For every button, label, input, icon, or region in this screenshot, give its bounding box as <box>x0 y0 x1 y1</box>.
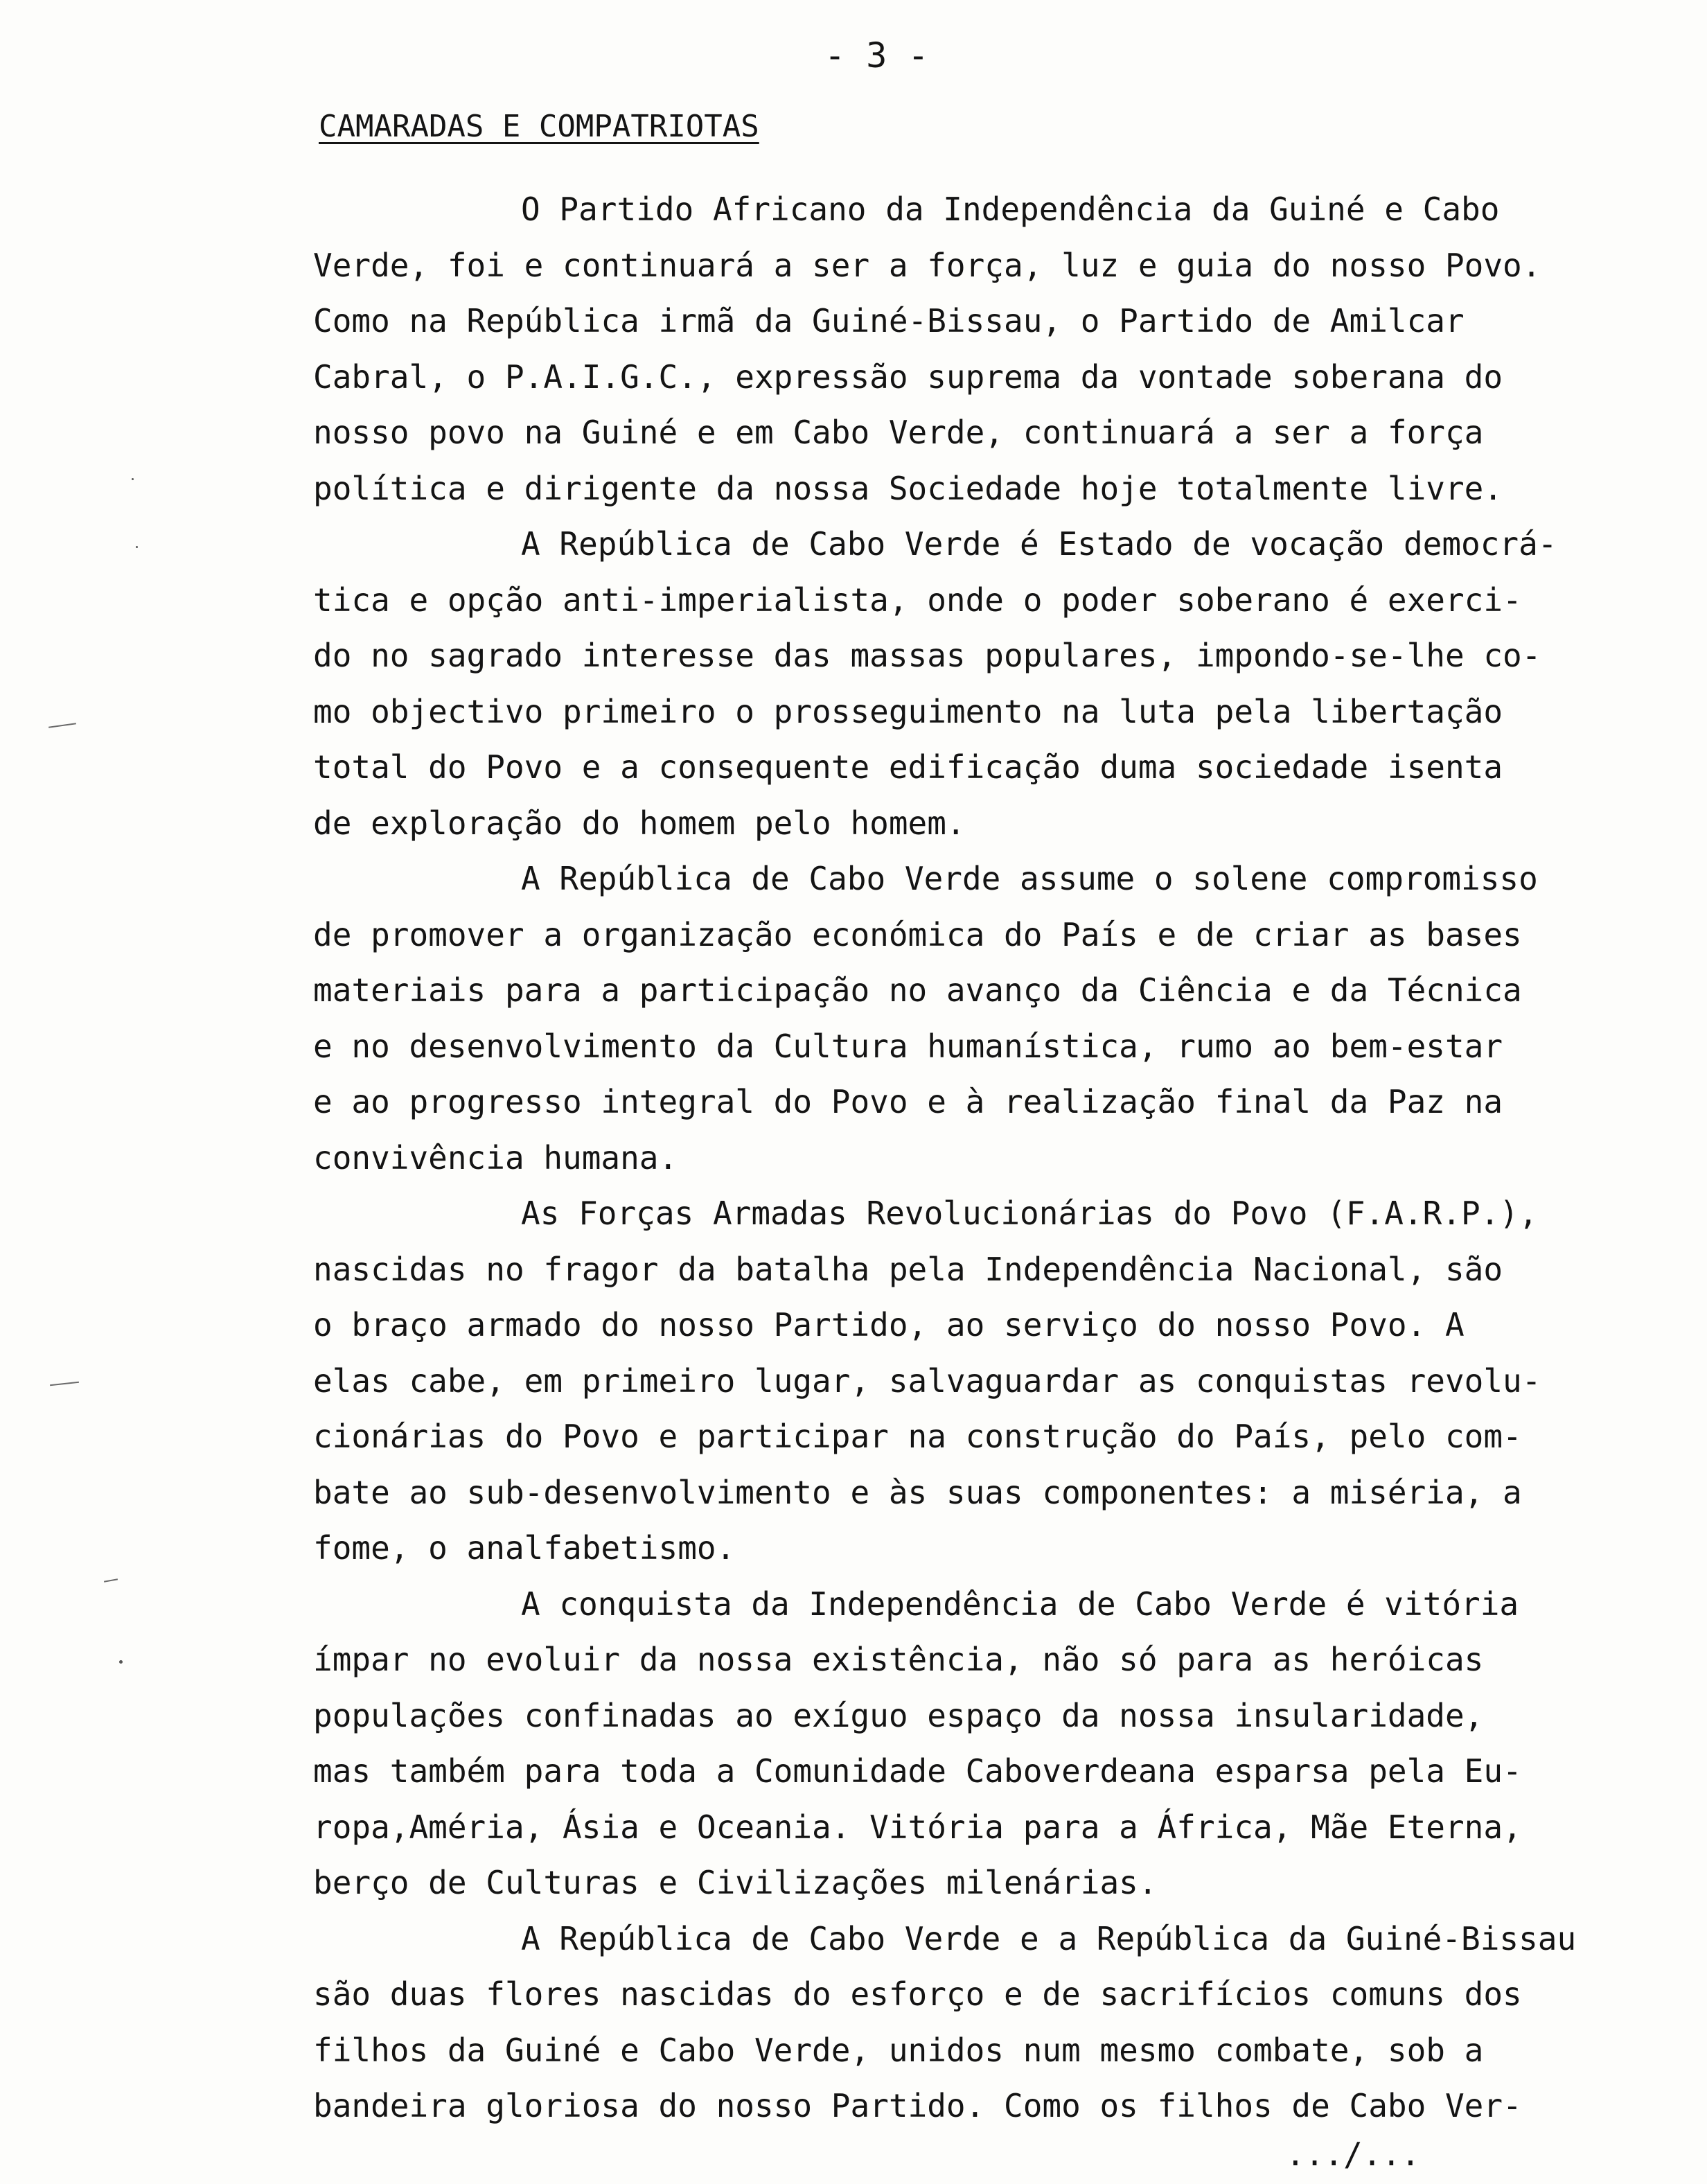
text-line: nascidas no fragor da batalha pela Independência Nacional, são <box>313 1250 1503 1288</box>
text-line: bate ao sub-desenvolvimento e às suas componentes: a miséria, a <box>313 1473 1522 1511</box>
text-line: materiais para a participação no avanço da Ciência e da Técnica <box>313 971 1522 1009</box>
text-line: berço de Culturas e Civilizações milenárias. <box>313 1864 1158 1901</box>
text-line: de promover a organização económica do País e de criar as bases <box>313 915 1522 953</box>
body-text <box>313 182 1636 2134</box>
text-line: A República de Cabo Verde e a República da Guiné-Bissau <box>521 1919 1577 1957</box>
margin-dot <box>119 1660 123 1664</box>
text-line: do no sagrado interesse das massas populares, impondo-se-lhe co- <box>313 637 1541 674</box>
text-line: mo objectivo primeiro o prosseguimento na luta pela libertação <box>313 692 1503 730</box>
text-line: filhos da Guiné e Cabo Verde, unidos num mesmo combate, sob a <box>313 2031 1484 2069</box>
text-line: ímpar no evoluir da nossa existência, não só para as heróicas <box>313 1641 1484 1678</box>
text-line: cionárias do Povo e participar na construção do País, pelo com- <box>313 1418 1522 1455</box>
margin-dot <box>136 546 138 548</box>
text-line: total do Povo e a consequente edificação duma sociedade isenta <box>313 748 1503 786</box>
text-line: e no desenvolvimento da Cultura humanística, rumo ao bem-estar <box>313 1027 1503 1065</box>
document-heading: CAMARADAS E COMPATRIOTAS <box>319 109 759 144</box>
text-line: nosso povo na Guiné e em Cabo Verde, continuará a ser a força <box>313 414 1484 451</box>
text-line: Verde, foi e continuará a ser a força, luz e guia do nosso Povo. <box>313 246 1541 284</box>
text-line: o braço armado do nosso Partido, ao serviço do nosso Povo. A <box>313 1306 1465 1344</box>
margin-mark <box>50 1382 79 1386</box>
text-line: populações confinadas ao exíguo espaço da nossa insularidade, <box>313 1696 1484 1734</box>
margin-mark <box>48 723 76 728</box>
text-line: fome, o analfabetismo. <box>313 1529 736 1567</box>
text-line: O Partido Africano da Independência da Guiné e Cabo <box>521 191 1500 228</box>
text-line: bandeira gloriosa do nosso Partido. Como os filhos de Cabo Ver- <box>313 2087 1522 2124</box>
margin-dot <box>132 478 134 480</box>
text-line: política e dirigente da nossa Sociedade hoje totalmente livre. <box>313 469 1503 507</box>
text-line: e ao progresso integral do Povo e à realização final da Paz na <box>313 1083 1503 1120</box>
text-line: elas cabe, em primeiro lugar, salvaguardar as conquistas revolu- <box>313 1362 1541 1400</box>
text-line: ropa,Améria, Ásia e Oceania. Vitória para a África, Mãe Eterna, <box>313 1808 1522 1846</box>
text-line: A República de Cabo Verde assume o solene compromisso <box>521 860 1538 897</box>
text-line: convivência humana. <box>313 1138 678 1177</box>
text-line: As Forças Armadas Revolucionárias do Povo (F.A.R.P.), <box>521 1195 1538 1232</box>
text-line: mas também para toda a Comunidade Caboverdeana esparsa pela Eu- <box>313 1752 1522 1790</box>
margin-mark <box>104 1578 118 1582</box>
text-line: A República de Cabo Verde é Estado de vocação democrá- <box>521 525 1557 563</box>
text-line: Cabral, o P.A.I.G.C., expressão suprema da vontade soberana do <box>313 358 1503 396</box>
text-line: tica e opção anti-imperialista, onde o poder soberano é exerci- <box>313 581 1522 619</box>
continuation-mark: .../... <box>1286 2135 1420 2173</box>
text-line: de exploração do homem pelo homem. <box>313 804 966 842</box>
text-line: A conquista da Independência de Cabo Verde é vitória <box>521 1585 1519 1623</box>
text-line: Como na República irmã da Guiné-Bissau, o Partido de Amilcar <box>313 302 1465 340</box>
text-line: são duas flores nascidas do esforço e de sacrifícios comuns dos <box>313 1975 1522 2013</box>
page-number: - 3 - <box>824 35 929 76</box>
